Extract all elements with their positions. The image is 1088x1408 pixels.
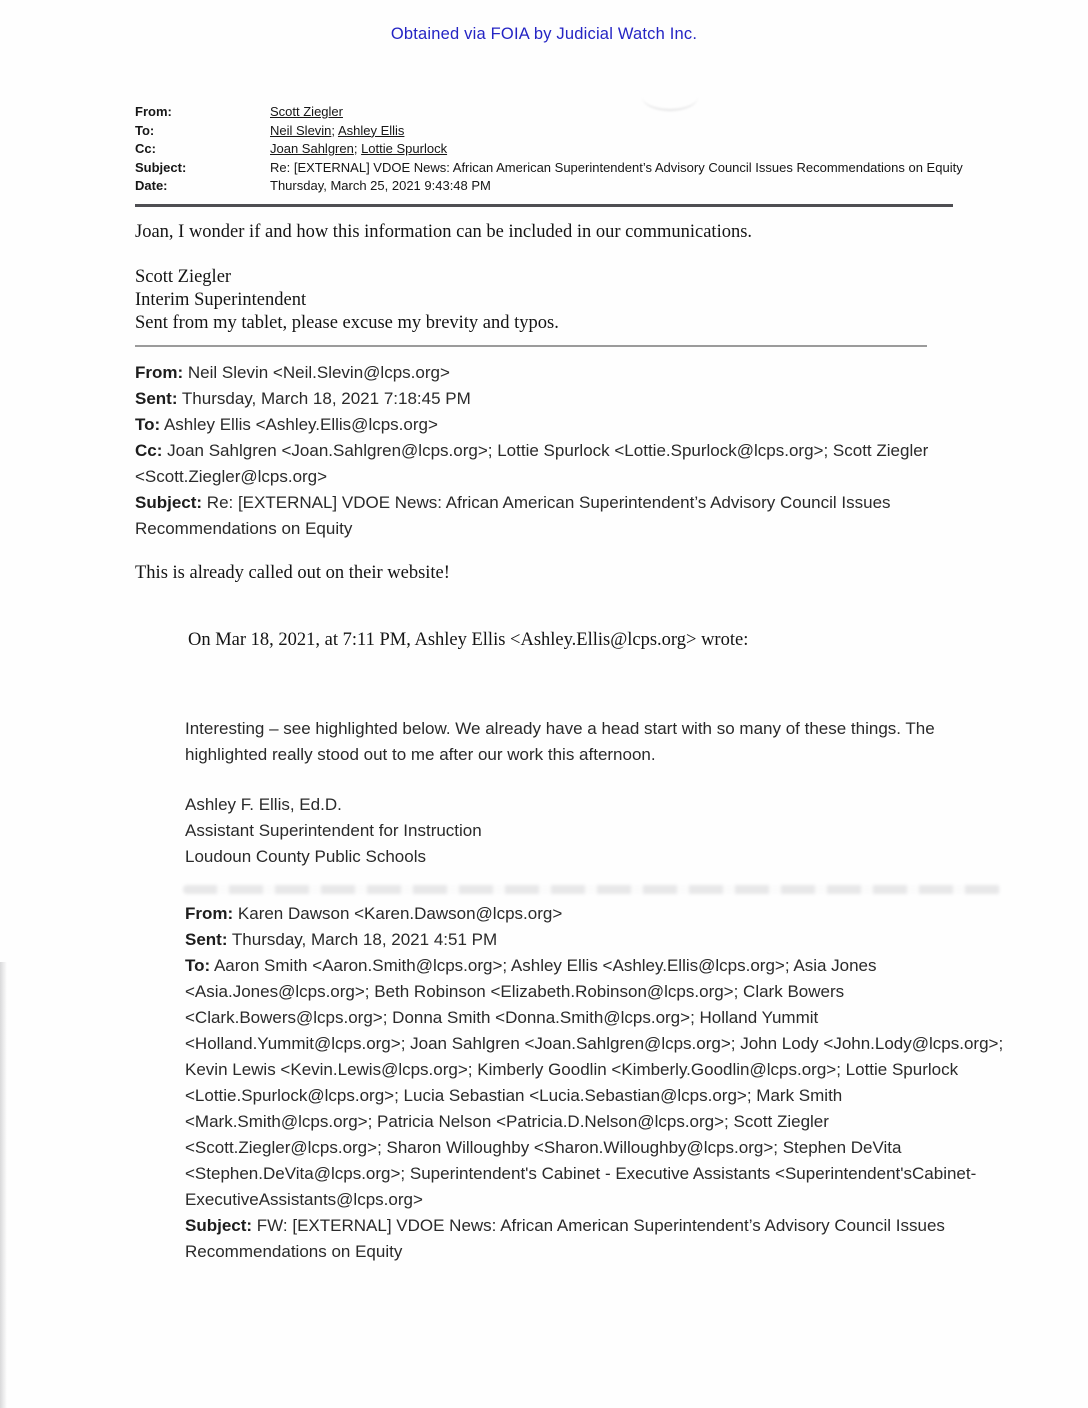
email2-sent-value: Thursday, March 18, 2021 7:18:45 PM [177, 389, 471, 408]
email3-sent-value: Thursday, March 18, 2021 4:51 PM [227, 930, 498, 949]
email1-to-value [270, 122, 965, 141]
header-divider-rule [135, 204, 953, 207]
email2-to-value: Ashley Ellis <Ashley.Ellis@lcps.org> [160, 415, 438, 434]
email1-cc-row [135, 140, 965, 159]
email3-signature [185, 792, 482, 870]
email1-cc-value [270, 140, 965, 159]
cc-separator: ; [353, 141, 362, 156]
scan-ghost-line-artifact [183, 885, 1001, 894]
email2-from-value: Neil Slevin <Neil.Slevin@lcps.org> [183, 363, 450, 382]
sent-label: Sent: [135, 389, 178, 408]
email1-header [135, 103, 965, 196]
quote-attribution-line: On Mar 18, 2021, at 7:11 PM, Ashley Ellis <Ashley.Ellis@lcps.org> wrote: [188, 630, 749, 650]
email1-date-row [135, 177, 965, 196]
signature-disclaimer: Sent from my tablet, please excuse my brevity and typos. [135, 313, 559, 333]
subject-label: Subject: [135, 493, 203, 512]
message-divider-rule [135, 345, 927, 347]
signature-title: Interim Superintendent [135, 290, 307, 310]
to-label: To: [135, 122, 155, 138]
cc-label: Cc: [135, 441, 163, 460]
email2-to-line [135, 412, 935, 438]
signature-org: Loudoun County Public Schools [185, 847, 426, 866]
subject-label: Subject: [135, 159, 187, 175]
signature-name: Ashley F. Ellis, Ed.D. [185, 795, 342, 814]
email2-cc-line [135, 438, 935, 490]
email3-sent-line [185, 927, 1009, 953]
email3-subject-line [185, 1213, 1009, 1265]
email2-cc-value: Joan Sahlgren <Joan.Sahlgren@lcps.org>; Lottie Spurlock <Lottie.Spurlock@lcps.org>; Scott Ziegler <Scott.Ziegler@lcps.org> [135, 441, 929, 486]
sent-label: Sent: [185, 930, 228, 949]
email2-subject-value: Re: [EXTERNAL] VDOE News: African American Superintendent’s Advisory Council Issues Recommendations on Equity [135, 493, 891, 538]
email1-from-value [270, 103, 965, 122]
subject-label: Subject: [185, 1216, 253, 1235]
from-label: From: [185, 904, 234, 923]
email3-subject-value: FW: [EXTERNAL] VDOE News: African American Superintendent’s Advisory Council Issues Recommendations on Equity [185, 1216, 945, 1261]
cc-label: Cc: [135, 141, 156, 156]
recipient-link-ashley-ellis[interactable]: Ashley Ellis [337, 122, 405, 138]
to-label: To: [185, 956, 211, 975]
email1-from-row [135, 103, 965, 122]
from-label: From: [135, 104, 172, 119]
email2-header [135, 360, 935, 542]
email3-from-line [185, 901, 1009, 927]
cc-link-joan-sahlgren[interactable]: Joan Sahlgren [270, 141, 354, 156]
recipient-link-neil-slevin[interactable]: Neil Slevin [270, 122, 332, 138]
email1-subject-row [135, 159, 965, 178]
to-label: To: [135, 415, 161, 434]
signature-title: Assistant Superintendent for Instruction [185, 821, 482, 840]
email1-body-text: Joan, I wonder if and how this information can be included in our communications. [135, 222, 753, 242]
email3-header [185, 901, 1009, 1265]
date-label: Date: [135, 178, 168, 193]
email3-to-value: Aaron Smith <Aaron.Smith@lcps.org>; Ashley Ellis <Ashley.Ellis@lcps.org>; Asia Jones <Asia.Jones@lcps.org>; Beth Robinson <Elizabeth.Robinson@lcps.org>; Clark Bowers <Clark.Bowers@lcps.org>; Donna Smith <Donna.Smith@lcps.org>; Holland Yummit <Holland.Yummit@lcps.org>; Joan Sahlgren <Joan.Sahlgren@lcps.org>; John Lody <John.Lody@lcps.org>; Kevin Lewis <Kevin.Lewis@lcps.org>; Kimberly Goodlin <Kimberly.Goodlin@lcps.org>; Lottie Spurlock <Lottie.Spurlock@lcps.org>; Lucia Sebastian <Lucia.Sebastian@lcps.org>; Mark Smith <Mark.Smith@lcps.org>; Patricia Nelson <Patricia.D.Nelson@lcps.org>; Scott Ziegler <Scott.Ziegler@lcps.org>; Sharon Willoughby <Sharon.Willoughby@lcps.org>; Stephen DeVita <Stephen.DeVita@lcps.org>; Superintendent's Cabinet - Executive Assistants <Superintendent'sCabinet-ExecutiveAssistants@lcps.org> [185, 956, 1004, 1209]
email1-to-row [135, 122, 965, 141]
email3-from-value: Karen Dawson <Karen.Dawson@lcps.org> [233, 904, 563, 923]
email2-subject-line [135, 490, 935, 542]
email1-subject-value: Re: [EXTERNAL] VDOE News: African American Superintendent’s Advisory Council Issues Recommendations on Equity [270, 159, 963, 175]
email2-body-text: This is already called out on their website! [135, 563, 450, 583]
scan-edge-shadow-artifact [0, 962, 7, 1408]
email2-from-line [135, 360, 935, 386]
email3-to-line [185, 953, 1009, 1213]
email1-signature [135, 266, 559, 335]
email2-sent-line [135, 386, 935, 412]
sender-link-scott-ziegler[interactable]: Scott Ziegler [270, 104, 343, 119]
foia-watermark: Obtained via FOIA by Judicial Watch Inc. [390, 25, 698, 43]
cc-link-lottie-spurlock[interactable]: Lottie Spurlock [361, 141, 448, 156]
signature-name: Scott Ziegler [135, 267, 232, 287]
email1-date-value: Thursday, March 25, 2021 9:43:48 PM [270, 178, 491, 193]
quoted-message-body: Interesting – see highlighted below. We already have a head start with so many of these things. The highlighted really stood out to me after our work this afternoon. [185, 719, 935, 764]
recipient-separator: ; [331, 122, 338, 138]
from-label: From: [135, 363, 184, 382]
